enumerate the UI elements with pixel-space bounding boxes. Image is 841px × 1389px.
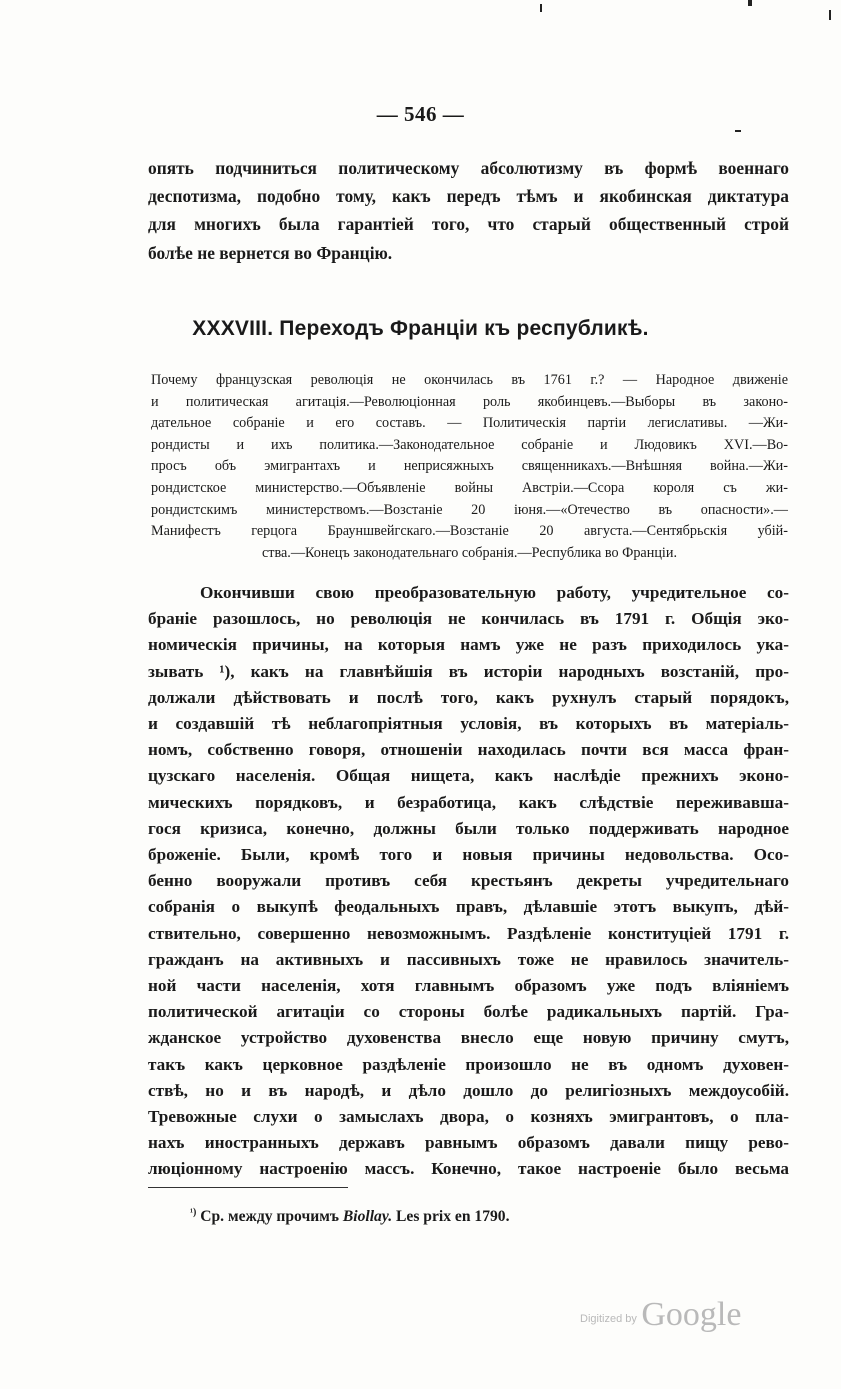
summary-line: Почему французская революція не окончилась въ 1761 г.? — Народное движеніе bbox=[151, 372, 788, 388]
body-paragraph bbox=[148, 580, 789, 1183]
text-line: Окончивши свою преобразовательную работу, учредительное со- bbox=[200, 583, 789, 602]
text-line: для многихъ была гарантіей того, что старый общественный строй bbox=[148, 214, 789, 235]
summary-line: и политическая агитація.—Революціонная роль якобинцевъ.—Выборы въ законо- bbox=[151, 393, 788, 410]
text-line: зывать ¹), какъ на главнѣйшія въ исторіи народныхъ возстаній, про- bbox=[148, 661, 789, 681]
text-line: гражданъ на активныхъ и пассивныхъ тоже не нравилось значитель- bbox=[148, 949, 789, 969]
text-line: номъ, собственно говоря, отношеніи находилась почти вся масса фран- bbox=[148, 740, 789, 760]
text-line: болѣе не вернется во Францію. bbox=[148, 242, 393, 263]
scan-speck bbox=[748, 0, 752, 6]
text-line: ной части населенія, хотя главнымъ образомъ уже подъ вліяніемъ bbox=[148, 976, 789, 996]
scan-speck bbox=[829, 10, 831, 20]
text-line: ствѣ, но и въ народѣ, и дѣло дошло до религіозныхъ междоусобій. bbox=[148, 1080, 789, 1100]
summary-line: Манифестъ герцога Брауншвейгскаго.—Возстаніе 20 августа.—Сентябрьскія убій- bbox=[151, 523, 788, 540]
summary-line: дательное собраніе и его составъ. — Политическія партіи легислативы. —Жи- bbox=[151, 415, 788, 432]
opening-paragraph bbox=[148, 154, 789, 267]
chapter-heading: XXXVIII. Переходъ Франціи къ республикѣ. bbox=[192, 317, 649, 340]
digitized-watermark bbox=[580, 1296, 741, 1334]
scan-speck bbox=[735, 130, 741, 132]
text-line: деспотизма, подобно тому, какъ передъ тѣмъ и якобинская диктатура bbox=[148, 186, 789, 207]
footnote-title: Les prix en 1790. bbox=[396, 1208, 510, 1225]
text-line: такъ какъ церковное раздѣленіе произошло не въ одномъ духовен- bbox=[148, 1054, 789, 1074]
watermark-prefix: Digitized by bbox=[580, 1313, 637, 1325]
text-line: номическія причины, на которыя намъ уже не разъ приходилось ука- bbox=[148, 635, 789, 655]
text-line: ствительно, совершенно невозможнымъ. Раздѣленіе конституціей 1791 г. bbox=[148, 923, 789, 943]
summary-line: рондистское министерство.—Объявленіе войны Австріи.—Ссора короля съ жи- bbox=[151, 479, 788, 496]
footnote bbox=[190, 1207, 510, 1226]
text-line: политической агитаціи со стороны болѣе радикальныхъ партій. Гра- bbox=[148, 1002, 789, 1022]
text-line: браніе разошлось, но революція не кончилась въ 1791 г. Общія эко- bbox=[148, 609, 789, 629]
footnote-marker: ¹) bbox=[190, 1207, 197, 1218]
text-line: бенно вооружали противъ себя крестьянъ декреты учредительнаго bbox=[148, 871, 789, 891]
page-number: — 546 — bbox=[376, 102, 465, 126]
text-line: собранія о выкупѣ феодальныхъ правъ, дѣлавшіе этотъ выкупъ, дѣй- bbox=[148, 897, 789, 917]
text-line: броженіе. Были, кромѣ того и новыя причины недовольства. Осо- bbox=[148, 845, 789, 865]
text-line: люціонному настроенію массъ. Конечно, такое настроеніе было весьма bbox=[148, 1159, 789, 1179]
text-line: цузскаго населенія. Общая нищета, какъ наслѣдіе прежнихъ эконо- bbox=[148, 766, 789, 786]
text-line: Тревожные слухи о замыслахъ двора, о козняхъ эмигрантовъ, о пла- bbox=[148, 1107, 789, 1127]
footnote-author: Biollay. bbox=[342, 1208, 393, 1225]
scan-speck bbox=[540, 4, 542, 12]
summary-line: рондисты и ихъ политика.—Законодательное собраніе и Людовикъ XVI.—Во- bbox=[151, 436, 788, 453]
text-line: и создавшій тѣ неблагопріятныя условія, въ которыхъ въ матеріаль- bbox=[148, 714, 789, 734]
footnote-divider bbox=[148, 1187, 348, 1188]
summary-line: просъ объ эмигрантахъ и неприсяжныхъ священникахъ.—Внѣшняя война.—Жи- bbox=[151, 458, 788, 475]
chapter-summary bbox=[151, 370, 788, 564]
text-line: жданское устройство духовенства внесло еще новую причину смутъ, bbox=[148, 1028, 789, 1048]
text-line: опять подчиниться политическому абсолютизму въ формѣ военнаго bbox=[148, 158, 789, 178]
summary-line: ства.—Конецъ законодательнаго собранія.—Республика во Франціи. bbox=[261, 544, 677, 561]
footnote-text: Ср. между прочимъ bbox=[200, 1208, 339, 1225]
text-line: гося кризиса, конечно, должны были только поддерживать народное bbox=[148, 818, 789, 838]
text-line: должали дѣйствовать и послѣ того, какъ рухнулъ старый порядокъ, bbox=[148, 687, 789, 707]
summary-line: рондистскимъ министерствомъ.—Возстаніе 20 іюня.—«Отечество въ опасности».— bbox=[151, 501, 788, 518]
google-logo: Google bbox=[641, 1296, 742, 1333]
text-line: мическихъ порядковъ, и безработица, какъ слѣдствіе переживавша- bbox=[148, 792, 789, 812]
text-line: нахъ иностранныхъ державъ равнымъ образомъ давали пищу рево- bbox=[148, 1133, 789, 1153]
